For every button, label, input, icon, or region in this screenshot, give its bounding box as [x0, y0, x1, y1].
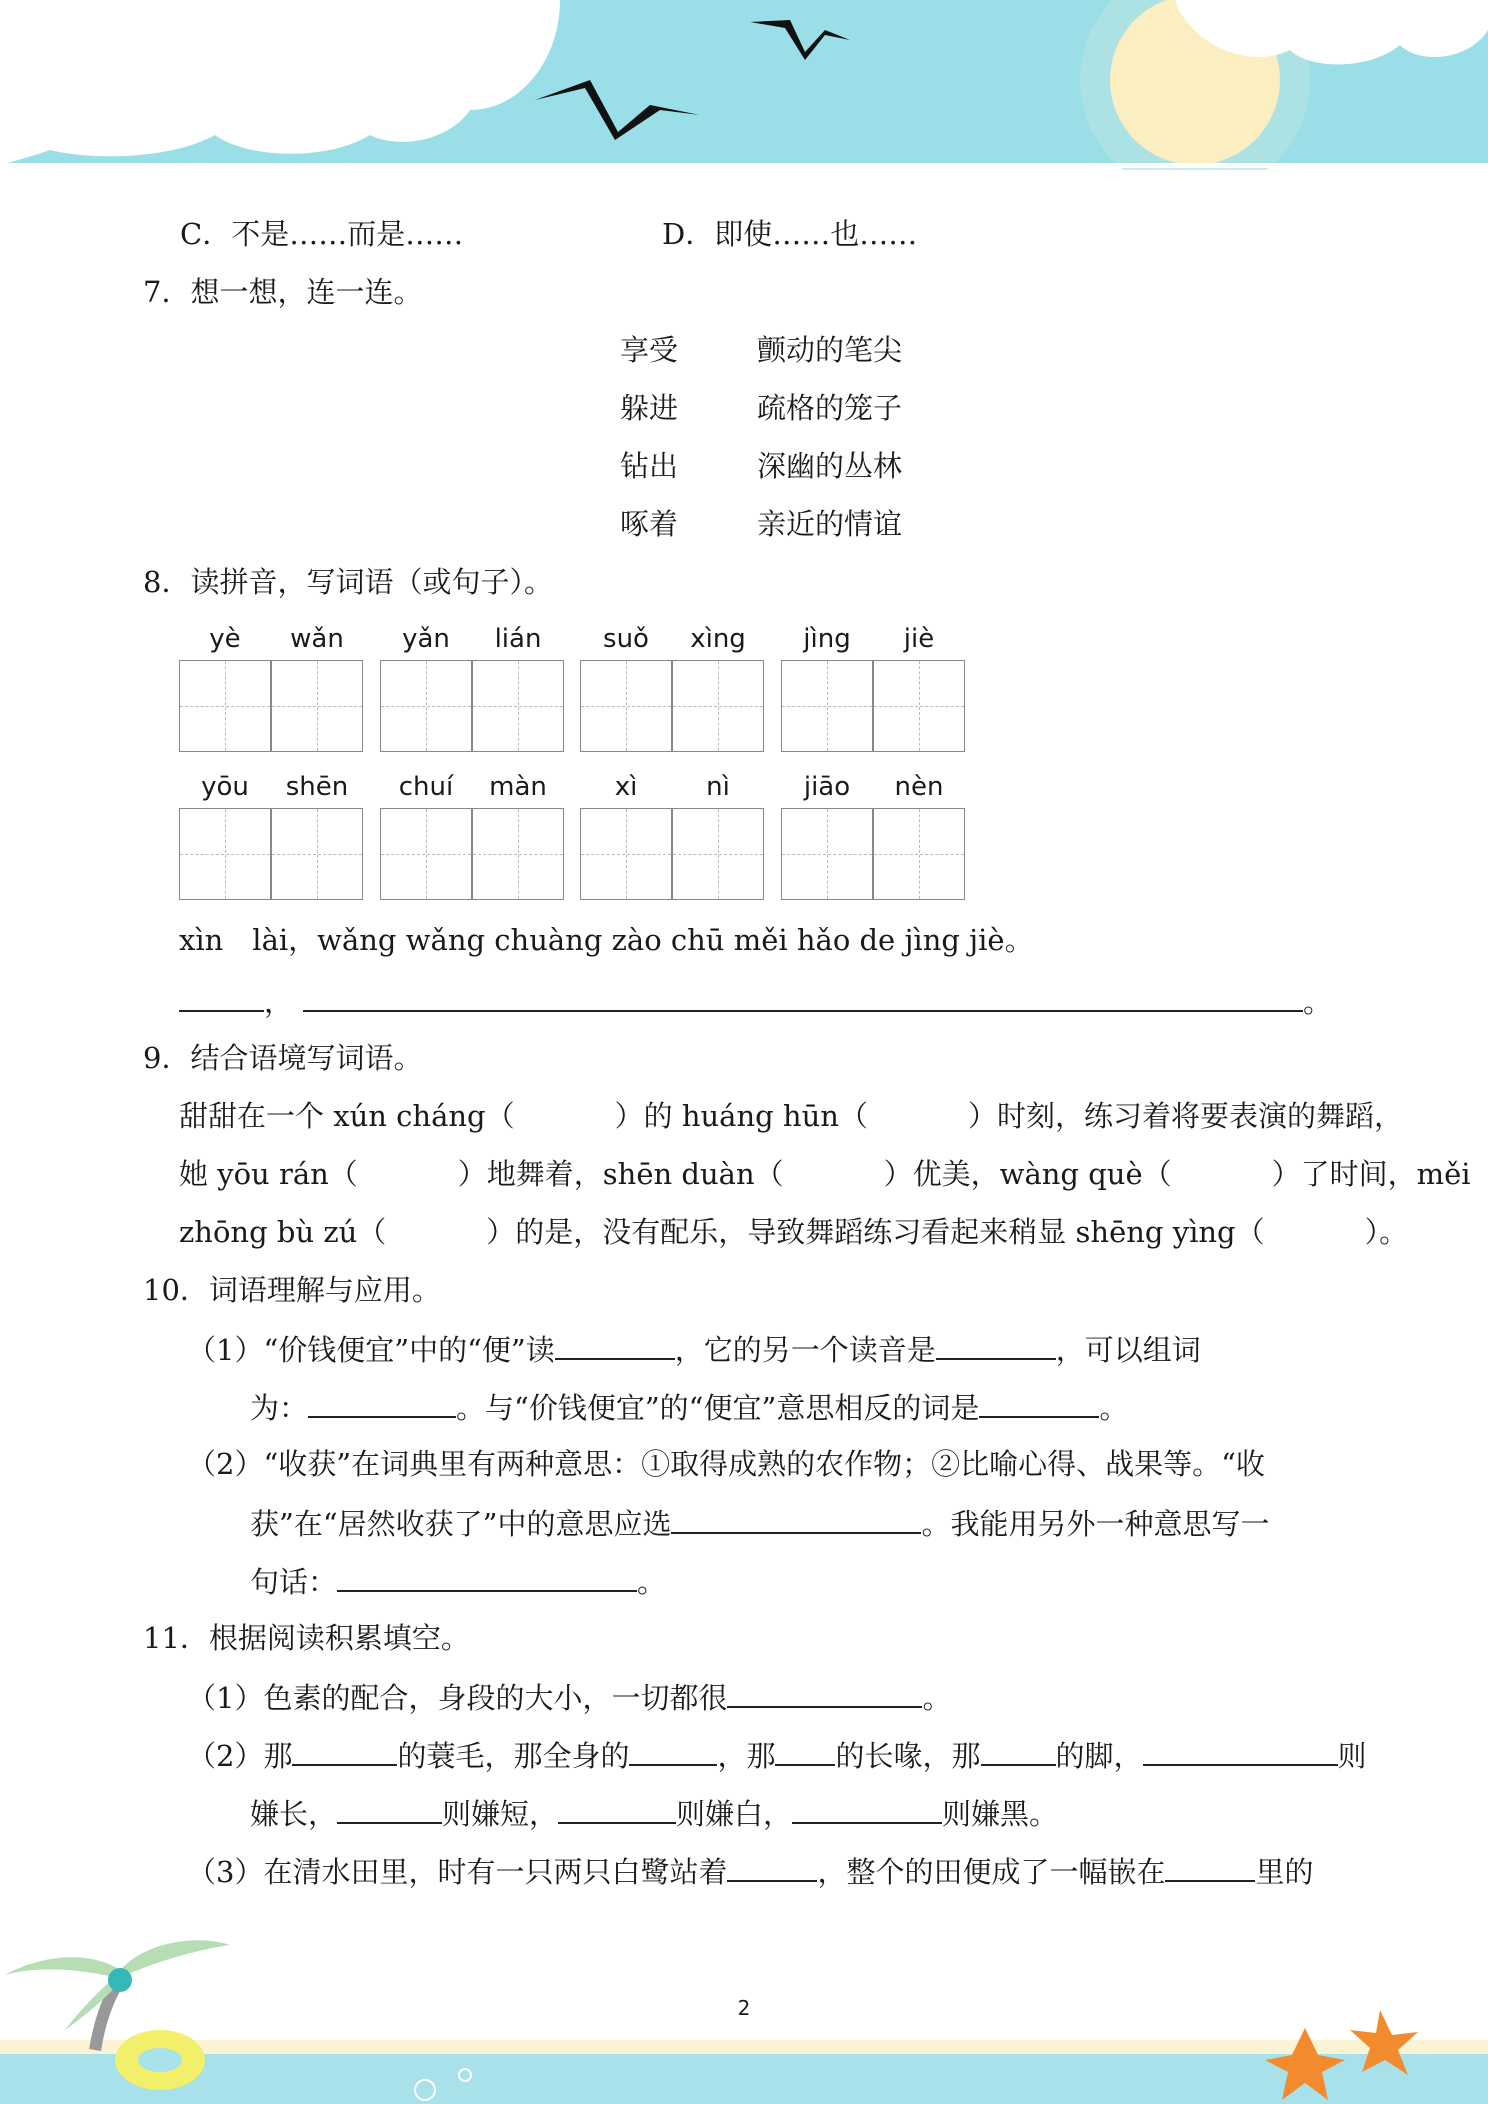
answer-blank[interactable] — [555, 1328, 675, 1360]
q10-text: 。我能用另外一种意思写一 — [921, 1507, 1270, 1541]
q9-text: ）的 huáng hūn（ — [614, 1099, 868, 1133]
writing-box[interactable] — [873, 808, 965, 900]
answer-blank[interactable] — [792, 1792, 942, 1824]
q11-text: （3）在清水田里，时有一只两只白鹭站着 — [187, 1855, 728, 1889]
writing-box[interactable] — [472, 808, 564, 900]
writing-box[interactable] — [672, 660, 764, 752]
answer-blank[interactable] — [1143, 1734, 1338, 1766]
pinyin-label: chuí — [398, 772, 454, 802]
writing-box[interactable] — [380, 660, 472, 752]
q10-title: 10．词语理解与应用。 — [143, 1273, 441, 1307]
sand-strip — [0, 2040, 1488, 2054]
q9-text: 甜甜在一个 xún cháng（ — [179, 1099, 515, 1133]
answer-blank[interactable] — [979, 1386, 1099, 1418]
pinyin-label: yǎn — [402, 624, 450, 654]
answer-blank[interactable] — [337, 1792, 442, 1824]
q10-text: 。与“价钱便宜”的“便宜”意思相反的词是 — [456, 1391, 980, 1425]
q7-left-2: 躲进 — [620, 391, 679, 425]
writing-box[interactable] — [179, 660, 271, 752]
q11-text: （2）那 — [187, 1739, 293, 1773]
answer-blank[interactable] — [629, 1734, 717, 1766]
answer-blank[interactable] — [936, 1328, 1056, 1360]
answer-blank[interactable] — [337, 1560, 637, 1592]
q9-text: ）。 — [1364, 1215, 1409, 1249]
answer-blank[interactable] — [981, 1734, 1056, 1766]
writing-box[interactable] — [271, 660, 363, 752]
q7-left-3: 钻出 — [620, 449, 679, 483]
q9-text: ）优美，wàng què（ — [883, 1157, 1172, 1191]
pinyin-label: nèn — [894, 772, 944, 802]
q11-title: 11．根据阅读积累填空。 — [143, 1621, 470, 1655]
palm-leaf-icon — [122, 1940, 230, 1976]
pinyin-label: xìng — [690, 624, 746, 654]
pinyin-label: jiè — [903, 624, 935, 654]
answer-blank[interactable] — [1165, 1850, 1255, 1882]
writing-box[interactable] — [873, 660, 965, 752]
q7-left-4: 啄着 — [620, 507, 679, 541]
q11-text: 的长喙，那 — [835, 1739, 981, 1773]
pinyin-label: suǒ — [603, 624, 649, 654]
option-c: C．不是……而是…… — [180, 217, 464, 251]
pinyin-label: xì — [614, 772, 638, 802]
q11-text: 里的 — [1255, 1855, 1314, 1889]
pinyin-label: shēn — [285, 772, 349, 802]
writing-box[interactable] — [380, 808, 472, 900]
q10-text: 句话： — [250, 1565, 338, 1599]
pinyin-label: yōu — [201, 772, 249, 802]
answer-blank[interactable] — [303, 980, 1303, 1012]
coconut-icon — [108, 1968, 132, 1992]
pinyin-label: lián — [494, 624, 542, 654]
writing-box[interactable] — [781, 808, 873, 900]
q10-text: 。 — [637, 1565, 667, 1599]
q11-text: 的蓑毛，那全身的 — [397, 1739, 630, 1773]
answer-blank[interactable] — [308, 1386, 456, 1418]
pinyin-label: jiāo — [803, 772, 851, 802]
q11-text: 。 — [922, 1681, 952, 1715]
q8-title: 8．读拼音，写词语（或句子）。 — [143, 565, 553, 599]
q7-right-2: 疏格的笼子 — [757, 391, 903, 425]
sentence-pinyin: xìn lài，wǎng wǎng chuàng zào chū měi hǎo de jìng jiè。 — [179, 923, 1034, 957]
q10-text: 获”在“居然收获了”中的意思应选 — [250, 1507, 672, 1541]
q7-title: 7．想一想，连一连。 — [143, 275, 423, 309]
q11-text: 则 — [1337, 1739, 1367, 1773]
q9-title: 9．结合语境写词语。 — [143, 1041, 423, 1075]
q10-text: （2）“收获”在词典里有两种意思：①取得成熟的农作物；②比喻心得、战果等。“收 — [187, 1447, 1265, 1481]
q10-text: ，它的另一个读音是 — [674, 1333, 936, 1367]
writing-box[interactable] — [580, 808, 672, 900]
pinyin-label: wǎn — [290, 624, 344, 654]
writing-box[interactable] — [472, 660, 564, 752]
q11-text: 的脚， — [1055, 1739, 1143, 1773]
comma: ， — [264, 985, 294, 1019]
pinyin-label: màn — [489, 772, 547, 802]
page-number: 2 — [737, 1996, 751, 2020]
pinyin-label: nì — [706, 772, 730, 802]
header-sky-banner — [0, 0, 1488, 170]
footer-beach-banner — [0, 1900, 1488, 2104]
q11-text: ，整个的田便成了一幅嵌在 — [817, 1855, 1166, 1889]
q11-text: 则嫌短， — [442, 1797, 559, 1831]
writing-box[interactable] — [179, 808, 271, 900]
answer-blank[interactable] — [727, 1850, 817, 1882]
writing-box[interactable] — [672, 808, 764, 900]
option-d: D．即使……也…… — [662, 217, 918, 251]
palm-leaf-icon — [5, 1957, 120, 1978]
pinyin-label: yè — [209, 624, 241, 654]
q7-left-1: 享受 — [620, 333, 679, 367]
q9-text: ）了时间，měi — [1271, 1157, 1471, 1191]
q9-text: 她 yōu rán（ — [179, 1157, 358, 1191]
writing-box[interactable] — [580, 660, 672, 752]
writing-box[interactable] — [781, 660, 873, 752]
q11-text: 则嫌白， — [676, 1797, 793, 1831]
q9-text: ）地舞着，shēn duàn（ — [457, 1157, 784, 1191]
writing-box[interactable] — [271, 808, 363, 900]
q10-text: 。 — [1099, 1391, 1129, 1425]
answer-blank[interactable] — [179, 980, 264, 1012]
answer-blank[interactable] — [727, 1676, 922, 1708]
q9-text: ）时刻，练习着将要表演的舞蹈， — [967, 1099, 1403, 1133]
answer-blank[interactable] — [671, 1502, 921, 1534]
sea-strip — [0, 2054, 1488, 2104]
answer-blank[interactable] — [558, 1792, 676, 1824]
q10-text: 为： — [250, 1391, 309, 1425]
answer-blank[interactable] — [775, 1734, 835, 1766]
q11-text: 则嫌黑。 — [942, 1797, 1059, 1831]
period: 。 — [1303, 985, 1333, 1019]
q10-text: （1）“价钱便宜”中的“便”读 — [187, 1333, 555, 1367]
q10-text: ，可以组词 — [1055, 1333, 1201, 1367]
q7-right-1: 颤动的笔尖 — [757, 333, 903, 367]
q11-text: （1）色素的配合，身段的大小，一切都很 — [187, 1681, 728, 1715]
pinyin-label: jìng — [803, 624, 851, 654]
answer-blank[interactable] — [292, 1734, 397, 1766]
q11-text: ，那 — [717, 1739, 776, 1773]
q9-text: ）的是，没有配乐，导致舞蹈练习看起来稍显 shēng yìng（ — [486, 1215, 1265, 1249]
q7-right-3: 深幽的丛林 — [757, 449, 903, 483]
q9-text: zhōng bù zú（ — [179, 1215, 387, 1249]
q7-right-4: 亲近的情谊 — [757, 507, 903, 541]
q11-text: 嫌长， — [250, 1797, 338, 1831]
